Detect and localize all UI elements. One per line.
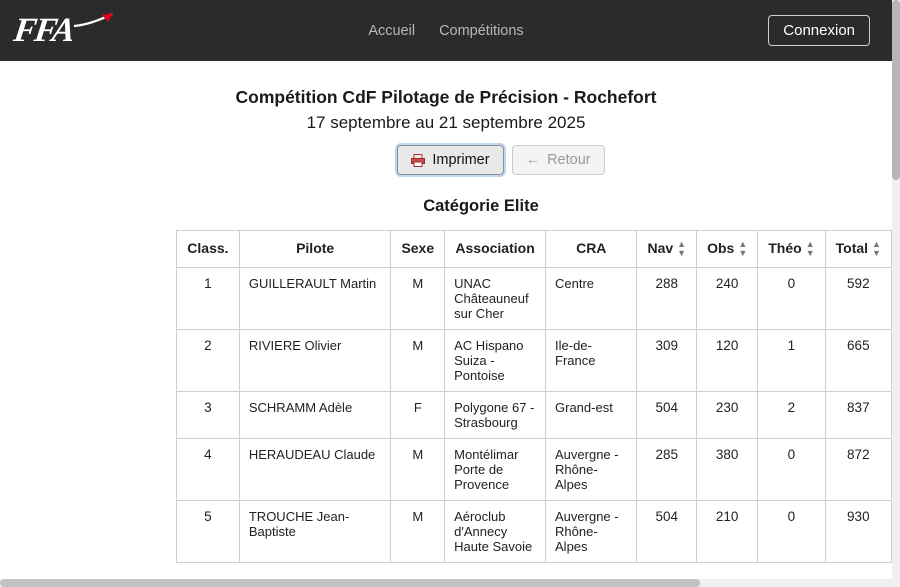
vertical-scrollbar-thumb[interactable] [892, 0, 900, 180]
sort-icon-nav[interactable]: ▲ ▼ [677, 239, 687, 259]
sort-icon-obs[interactable]: ▲ ▼ [738, 239, 748, 259]
cell-theo: 0 [758, 501, 825, 563]
cell-cra: Centre [546, 268, 637, 330]
cell-rank: 3 [177, 392, 240, 439]
back-button-label: Retour [547, 152, 591, 168]
column-label-total: Total [835, 240, 869, 256]
cell-sexe: F [391, 392, 445, 439]
column-header-nav[interactable] [637, 231, 697, 268]
column-label-theo: Théo [768, 240, 802, 256]
column-label-class: Class. [187, 240, 229, 256]
brand-text: FFA [11, 11, 76, 49]
cell-rank: 4 [177, 439, 240, 501]
column-header-class[interactable] [177, 231, 240, 268]
cell-pilote: GUILLERAULT Martin [239, 268, 391, 330]
cell-obs: 120 [697, 330, 758, 392]
table-row[interactable] [177, 392, 892, 439]
cell-nav: 288 [637, 268, 697, 330]
table-row[interactable] [177, 330, 892, 392]
cell-nav: 309 [637, 330, 697, 392]
cell-total: 872 [825, 439, 891, 501]
cell-pilote: HERAUDEAU Claude [239, 439, 391, 501]
table-row[interactable] [177, 439, 892, 501]
column-label-cra: CRA [576, 240, 607, 256]
column-header-theo[interactable] [758, 231, 825, 268]
cell-association: AC Hispano Suiza - Pontoise [445, 330, 546, 392]
cell-sexe: M [391, 439, 445, 501]
cell-theo: 2 [758, 392, 825, 439]
vertical-scrollbar[interactable] [892, 0, 900, 587]
nav-link-competitions[interactable]: Compétitions [439, 22, 524, 39]
cell-pilote: TROUCHE Jean-Baptiste [239, 501, 391, 563]
category-heading: Catégorie Elite [423, 197, 539, 215]
column-header-obs[interactable] [697, 231, 758, 268]
cell-association: Polygone 67 - Strasbourg [445, 392, 546, 439]
sort-icon-theo[interactable]: ▲ ▼ [805, 239, 815, 259]
table-row[interactable] [177, 268, 892, 330]
column-header-cra[interactable] [546, 231, 637, 268]
cell-rank: 1 [177, 268, 240, 330]
cell-theo: 0 [758, 268, 825, 330]
site-logo[interactable] [11, 11, 124, 51]
cell-sexe: M [391, 330, 445, 392]
column-header-pilote[interactable] [239, 231, 391, 268]
cell-pilote: RIVIERE Olivier [239, 330, 391, 392]
cell-total: 665 [825, 330, 891, 392]
cell-cra: Ile-de-France [546, 330, 637, 392]
cell-obs: 380 [697, 439, 758, 501]
cell-pilote: SCHRAMM Adèle [239, 392, 391, 439]
cell-obs: 240 [697, 268, 758, 330]
print-button-label: Imprimer [432, 152, 490, 168]
column-header-sexe[interactable] [391, 231, 445, 268]
cell-theo: 1 [758, 330, 825, 392]
cell-cra: Grand-est [546, 392, 637, 439]
table-body [177, 268, 892, 563]
cell-nav: 504 [637, 392, 697, 439]
table-header-row [177, 231, 892, 268]
competition-dates: 17 septembre au 21 septembre 2025 [306, 113, 586, 132]
action-buttons [0, 145, 892, 175]
main-content [0, 87, 892, 563]
printer-icon [411, 154, 425, 167]
cell-nav: 504 [637, 501, 697, 563]
back-button[interactable] [512, 145, 605, 175]
table-row[interactable] [177, 501, 892, 563]
cell-theo: 0 [758, 439, 825, 501]
swoosh-logo-icon [72, 13, 114, 29]
cell-association: UNAC Châteauneuf sur Cher [445, 268, 546, 330]
cell-nav: 285 [637, 439, 697, 501]
cell-association: Aéroclub d'Annecy Haute Savoie [445, 501, 546, 563]
results-table-wrapper [0, 230, 892, 563]
page-title: Compétition CdF Pilotage de Précision - Rochefort [235, 87, 657, 107]
sort-icon-total[interactable]: ▲ ▼ [872, 239, 881, 259]
login-button[interactable]: Connexion [768, 15, 870, 46]
column-header-total[interactable] [825, 231, 891, 268]
column-label-pilote: Pilote [296, 240, 335, 256]
cell-obs: 230 [697, 392, 758, 439]
cell-sexe: M [391, 268, 445, 330]
column-header-association[interactable] [445, 231, 546, 268]
cell-total: 837 [825, 392, 891, 439]
column-label-obs: Obs [707, 240, 735, 256]
cell-cra: Auvergne - Rhône-Alpes [546, 439, 637, 501]
cell-cra: Auvergne - Rhône-Alpes [546, 501, 637, 563]
column-label-sexe: Sexe [401, 240, 435, 256]
cell-rank: 5 [177, 501, 240, 563]
cell-obs: 210 [697, 501, 758, 563]
cell-total: 930 [825, 501, 891, 563]
print-button[interactable] [397, 145, 503, 175]
horizontal-scrollbar[interactable] [0, 579, 892, 587]
results-table [176, 230, 892, 563]
cell-rank: 2 [177, 330, 240, 392]
nav-link-accueil[interactable]: Accueil [368, 22, 416, 39]
cell-sexe: M [391, 501, 445, 563]
cell-association: Montélimar Porte de Provence [445, 439, 546, 501]
column-label-association: Association [455, 240, 535, 256]
table-head [177, 231, 892, 268]
nav-links [368, 23, 523, 39]
column-label-nav: Nav [647, 240, 674, 256]
cell-total: 592 [825, 268, 891, 330]
top-navbar [0, 0, 892, 61]
horizontal-scrollbar-thumb[interactable] [0, 579, 700, 587]
arrow-left-icon: ← [525, 152, 541, 168]
